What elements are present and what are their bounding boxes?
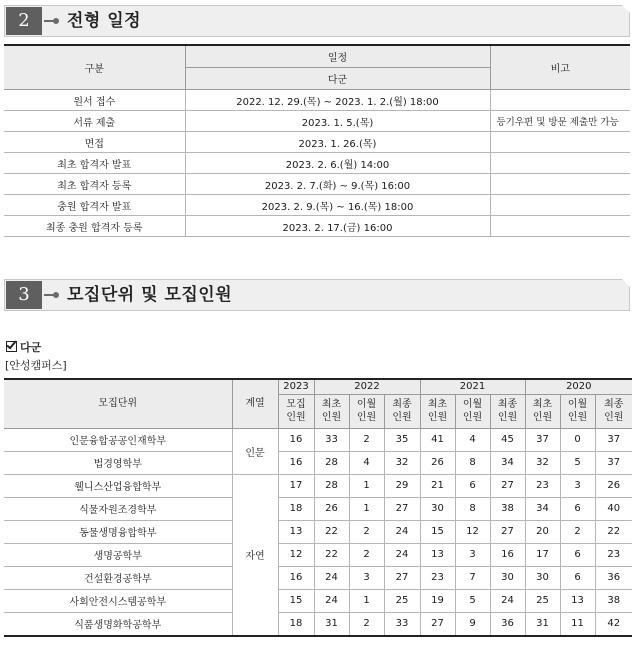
section-2-header — [4, 5, 630, 37]
header-2021-final: 최종 인원 — [490, 394, 525, 428]
unit-name: 웰니스산업융합학부 — [4, 474, 232, 497]
quota-value: 19 — [420, 589, 455, 612]
quota-value: 25 — [525, 589, 560, 612]
unit-name: 사회안전시스템공학부 — [4, 589, 232, 612]
quota-value: 33 — [384, 612, 420, 636]
quota-value: 12 — [278, 543, 314, 566]
table-row — [4, 216, 630, 237]
quota-value: 40 — [595, 497, 632, 520]
quota-value: 2 — [349, 543, 384, 566]
quota-value: 24 — [384, 520, 420, 543]
quota-value: 31 — [314, 612, 349, 636]
schedule-date: 2023. 1. 5.(목) — [185, 111, 490, 132]
schedule-note — [490, 195, 630, 216]
campus-label: [안성캠퍼스] — [5, 359, 67, 372]
section-3-header — [4, 279, 630, 311]
schedule-note — [490, 132, 630, 153]
schedule-note — [490, 174, 630, 195]
quota-value: 13 — [560, 589, 595, 612]
quota-value: 9 — [455, 612, 490, 636]
quota-value: 5 — [560, 451, 595, 474]
quota-value: 32 — [384, 451, 420, 474]
schedule-note — [490, 90, 630, 111]
schedule-item: 면접 — [4, 132, 185, 153]
quota-value: 3 — [349, 566, 384, 589]
quota-value: 24 — [314, 566, 349, 589]
header-category: 구분 — [4, 45, 185, 90]
table-row — [4, 474, 632, 497]
quota-value: 4 — [455, 428, 490, 451]
quota-value: 26 — [420, 451, 455, 474]
unit-name: 식물자원조경학부 — [4, 497, 232, 520]
quota-value: 28 — [314, 451, 349, 474]
quota-value: 6 — [455, 474, 490, 497]
quota-value: 38 — [595, 589, 632, 612]
quota-value: 16 — [278, 451, 314, 474]
table-row — [4, 195, 630, 216]
table-row — [4, 566, 632, 589]
quota-value: 34 — [525, 497, 560, 520]
quota-value: 22 — [314, 520, 349, 543]
section-number: 2 — [6, 7, 42, 35]
quota-value: 22 — [595, 520, 632, 543]
table-row — [4, 497, 632, 520]
quota-value: 37 — [595, 428, 632, 451]
header-remarks: 비고 — [490, 45, 630, 90]
quota-value: 5 — [455, 589, 490, 612]
quota-value: 26 — [595, 474, 632, 497]
quota-value: 17 — [525, 543, 560, 566]
quota-value: 27 — [384, 497, 420, 520]
quota-value: 42 — [595, 612, 632, 636]
quota-value: 35 — [384, 428, 420, 451]
quota-value: 31 — [525, 612, 560, 636]
table-row — [4, 451, 632, 474]
schedule-note — [490, 153, 630, 174]
quota-value: 6 — [560, 566, 595, 589]
header-year-2023: 2023 — [278, 379, 314, 394]
quota-value: 17 — [278, 474, 314, 497]
header-corner — [622, 5, 630, 13]
quota-value: 15 — [278, 589, 314, 612]
quota-value: 16 — [278, 566, 314, 589]
quota-value: 18 — [278, 612, 314, 636]
schedule-date: 2023. 2. 7.(화) ~ 9.(목) 16:00 — [185, 174, 490, 195]
quota-value: 36 — [490, 612, 525, 636]
table-row — [4, 589, 632, 612]
quota-value: 20 — [525, 520, 560, 543]
quota-value: 16 — [278, 428, 314, 451]
quota-value: 45 — [490, 428, 525, 451]
table-row — [4, 90, 630, 111]
quota-value: 27 — [490, 520, 525, 543]
quota-value: 25 — [384, 589, 420, 612]
schedule-item: 원서 접수 — [4, 90, 185, 111]
header-2022-carry: 이월 인원 — [349, 394, 384, 428]
header-2020-carry: 이월 인원 — [560, 394, 595, 428]
group-label-text: 다군 — [20, 341, 42, 354]
header-2020-initial: 최초 인원 — [525, 394, 560, 428]
quota-value: 30 — [490, 566, 525, 589]
header-year-2020: 2020 — [525, 379, 632, 394]
schedule-date: 2023. 2. 17.(금) 16:00 — [185, 216, 490, 237]
quota-value: 38 — [490, 497, 525, 520]
quota-value: 27 — [490, 474, 525, 497]
header-year-2021: 2021 — [420, 379, 525, 394]
quota-value: 1 — [349, 589, 384, 612]
quota-value: 13 — [278, 520, 314, 543]
quota-value: 29 — [384, 474, 420, 497]
schedule-item: 충원 합격자 발표 — [4, 195, 185, 216]
quota-value: 6 — [560, 543, 595, 566]
section-number: 3 — [6, 281, 42, 309]
quota-value: 24 — [314, 589, 349, 612]
header-2021-initial: 최초 인원 — [420, 394, 455, 428]
schedule-note — [490, 216, 630, 237]
table-row — [4, 520, 632, 543]
schedule-item: 최초 합격자 발표 — [4, 153, 185, 174]
quota-value: 27 — [420, 612, 455, 636]
section-title: 모집단위 및 모집인원 — [67, 285, 233, 305]
section-title: 전형 일정 — [67, 11, 142, 31]
quota-value: 23 — [525, 474, 560, 497]
header-corner — [622, 279, 630, 287]
header-2021-carry: 이월 인원 — [455, 394, 490, 428]
quota-value: 16 — [490, 543, 525, 566]
quota-value: 15 — [420, 520, 455, 543]
header-2020-final: 최종 인원 — [595, 394, 632, 428]
quota-value: 1 — [349, 474, 384, 497]
schedule-date: 2023. 1. 26.(목) — [185, 132, 490, 153]
table-row — [4, 111, 630, 132]
quota-value: 4 — [349, 451, 384, 474]
unit-name: 건설환경공학부 — [4, 566, 232, 589]
schedule-item: 최초 합격자 등록 — [4, 174, 185, 195]
schedule-table — [4, 44, 630, 237]
quota-value: 7 — [455, 566, 490, 589]
group-label — [6, 339, 41, 355]
quota-value: 2 — [560, 520, 595, 543]
schedule-date: 2023. 2. 9.(목) ~ 16.(목) 18:00 — [185, 195, 490, 216]
quota-value: 34 — [490, 451, 525, 474]
quota-value: 24 — [384, 543, 420, 566]
quota-value: 23 — [420, 566, 455, 589]
unit-name: 식품생명화학공학부 — [4, 612, 232, 636]
table-row — [4, 174, 630, 195]
table-row — [4, 543, 632, 566]
quota-value: 8 — [455, 451, 490, 474]
header-dot-icon — [53, 292, 59, 298]
table-row — [4, 153, 630, 174]
quota-value: 3 — [455, 543, 490, 566]
quota-value: 1 — [349, 497, 384, 520]
quota-value: 2 — [349, 520, 384, 543]
quota-value: 32 — [525, 451, 560, 474]
header-group: 다군 — [185, 68, 490, 90]
quota-value: 11 — [560, 612, 595, 636]
header-year-2022: 2022 — [314, 379, 420, 394]
quota-value: 27 — [384, 566, 420, 589]
quota-value: 41 — [420, 428, 455, 451]
header-unit: 모집단위 — [4, 379, 232, 428]
header-dot-icon — [53, 18, 59, 24]
quota-value: 8 — [455, 497, 490, 520]
checkbox-icon — [6, 341, 17, 352]
quota-value: 21 — [420, 474, 455, 497]
schedule-item: 서류 제출 — [4, 111, 185, 132]
quota-value: 3 — [560, 474, 595, 497]
unit-name: 인문융합공공인재학부 — [4, 428, 232, 451]
unit-name: 법경영학부 — [4, 451, 232, 474]
quota-value: 36 — [595, 566, 632, 589]
quota-value: 13 — [420, 543, 455, 566]
quota-value: 33 — [314, 428, 349, 451]
header-schedule: 일정 — [185, 45, 490, 68]
track-humanities: 인문 — [232, 428, 278, 474]
schedule-note: 등기우편 및 방문 제출만 가능 — [490, 111, 630, 132]
track-science: 자연 — [232, 474, 278, 636]
quota-value: 22 — [314, 543, 349, 566]
quota-value: 23 — [595, 543, 632, 566]
schedule-date: 2023. 2. 6.(월) 14:00 — [185, 153, 490, 174]
header-2022-final: 최종 인원 — [384, 394, 420, 428]
quota-value: 28 — [314, 474, 349, 497]
quota-value: 2 — [349, 428, 384, 451]
header-track: 계열 — [232, 379, 278, 428]
quota-value: 2 — [349, 612, 384, 636]
quota-value: 26 — [314, 497, 349, 520]
schedule-date: 2022. 12. 29.(목) ~ 2023. 1. 2.(월) 18:00 — [185, 90, 490, 111]
quota-value: 24 — [490, 589, 525, 612]
quota-value: 12 — [455, 520, 490, 543]
quota-value: 30 — [420, 497, 455, 520]
table-row — [4, 132, 630, 153]
table-row — [4, 612, 632, 636]
schedule-item: 최종 충원 합격자 등록 — [4, 216, 185, 237]
quota-value: 18 — [278, 497, 314, 520]
quota-value: 37 — [595, 451, 632, 474]
unit-name: 생명공학부 — [4, 543, 232, 566]
quota-value: 6 — [560, 497, 595, 520]
quota-value: 0 — [560, 428, 595, 451]
quota-value: 30 — [525, 566, 560, 589]
header-2022-initial: 최초 인원 — [314, 394, 349, 428]
quota-value: 37 — [525, 428, 560, 451]
quota-table — [4, 378, 632, 637]
header-2023-quota: 모집 인원 — [278, 394, 314, 428]
unit-name: 동물생명융합학부 — [4, 520, 232, 543]
table-row — [4, 428, 632, 451]
